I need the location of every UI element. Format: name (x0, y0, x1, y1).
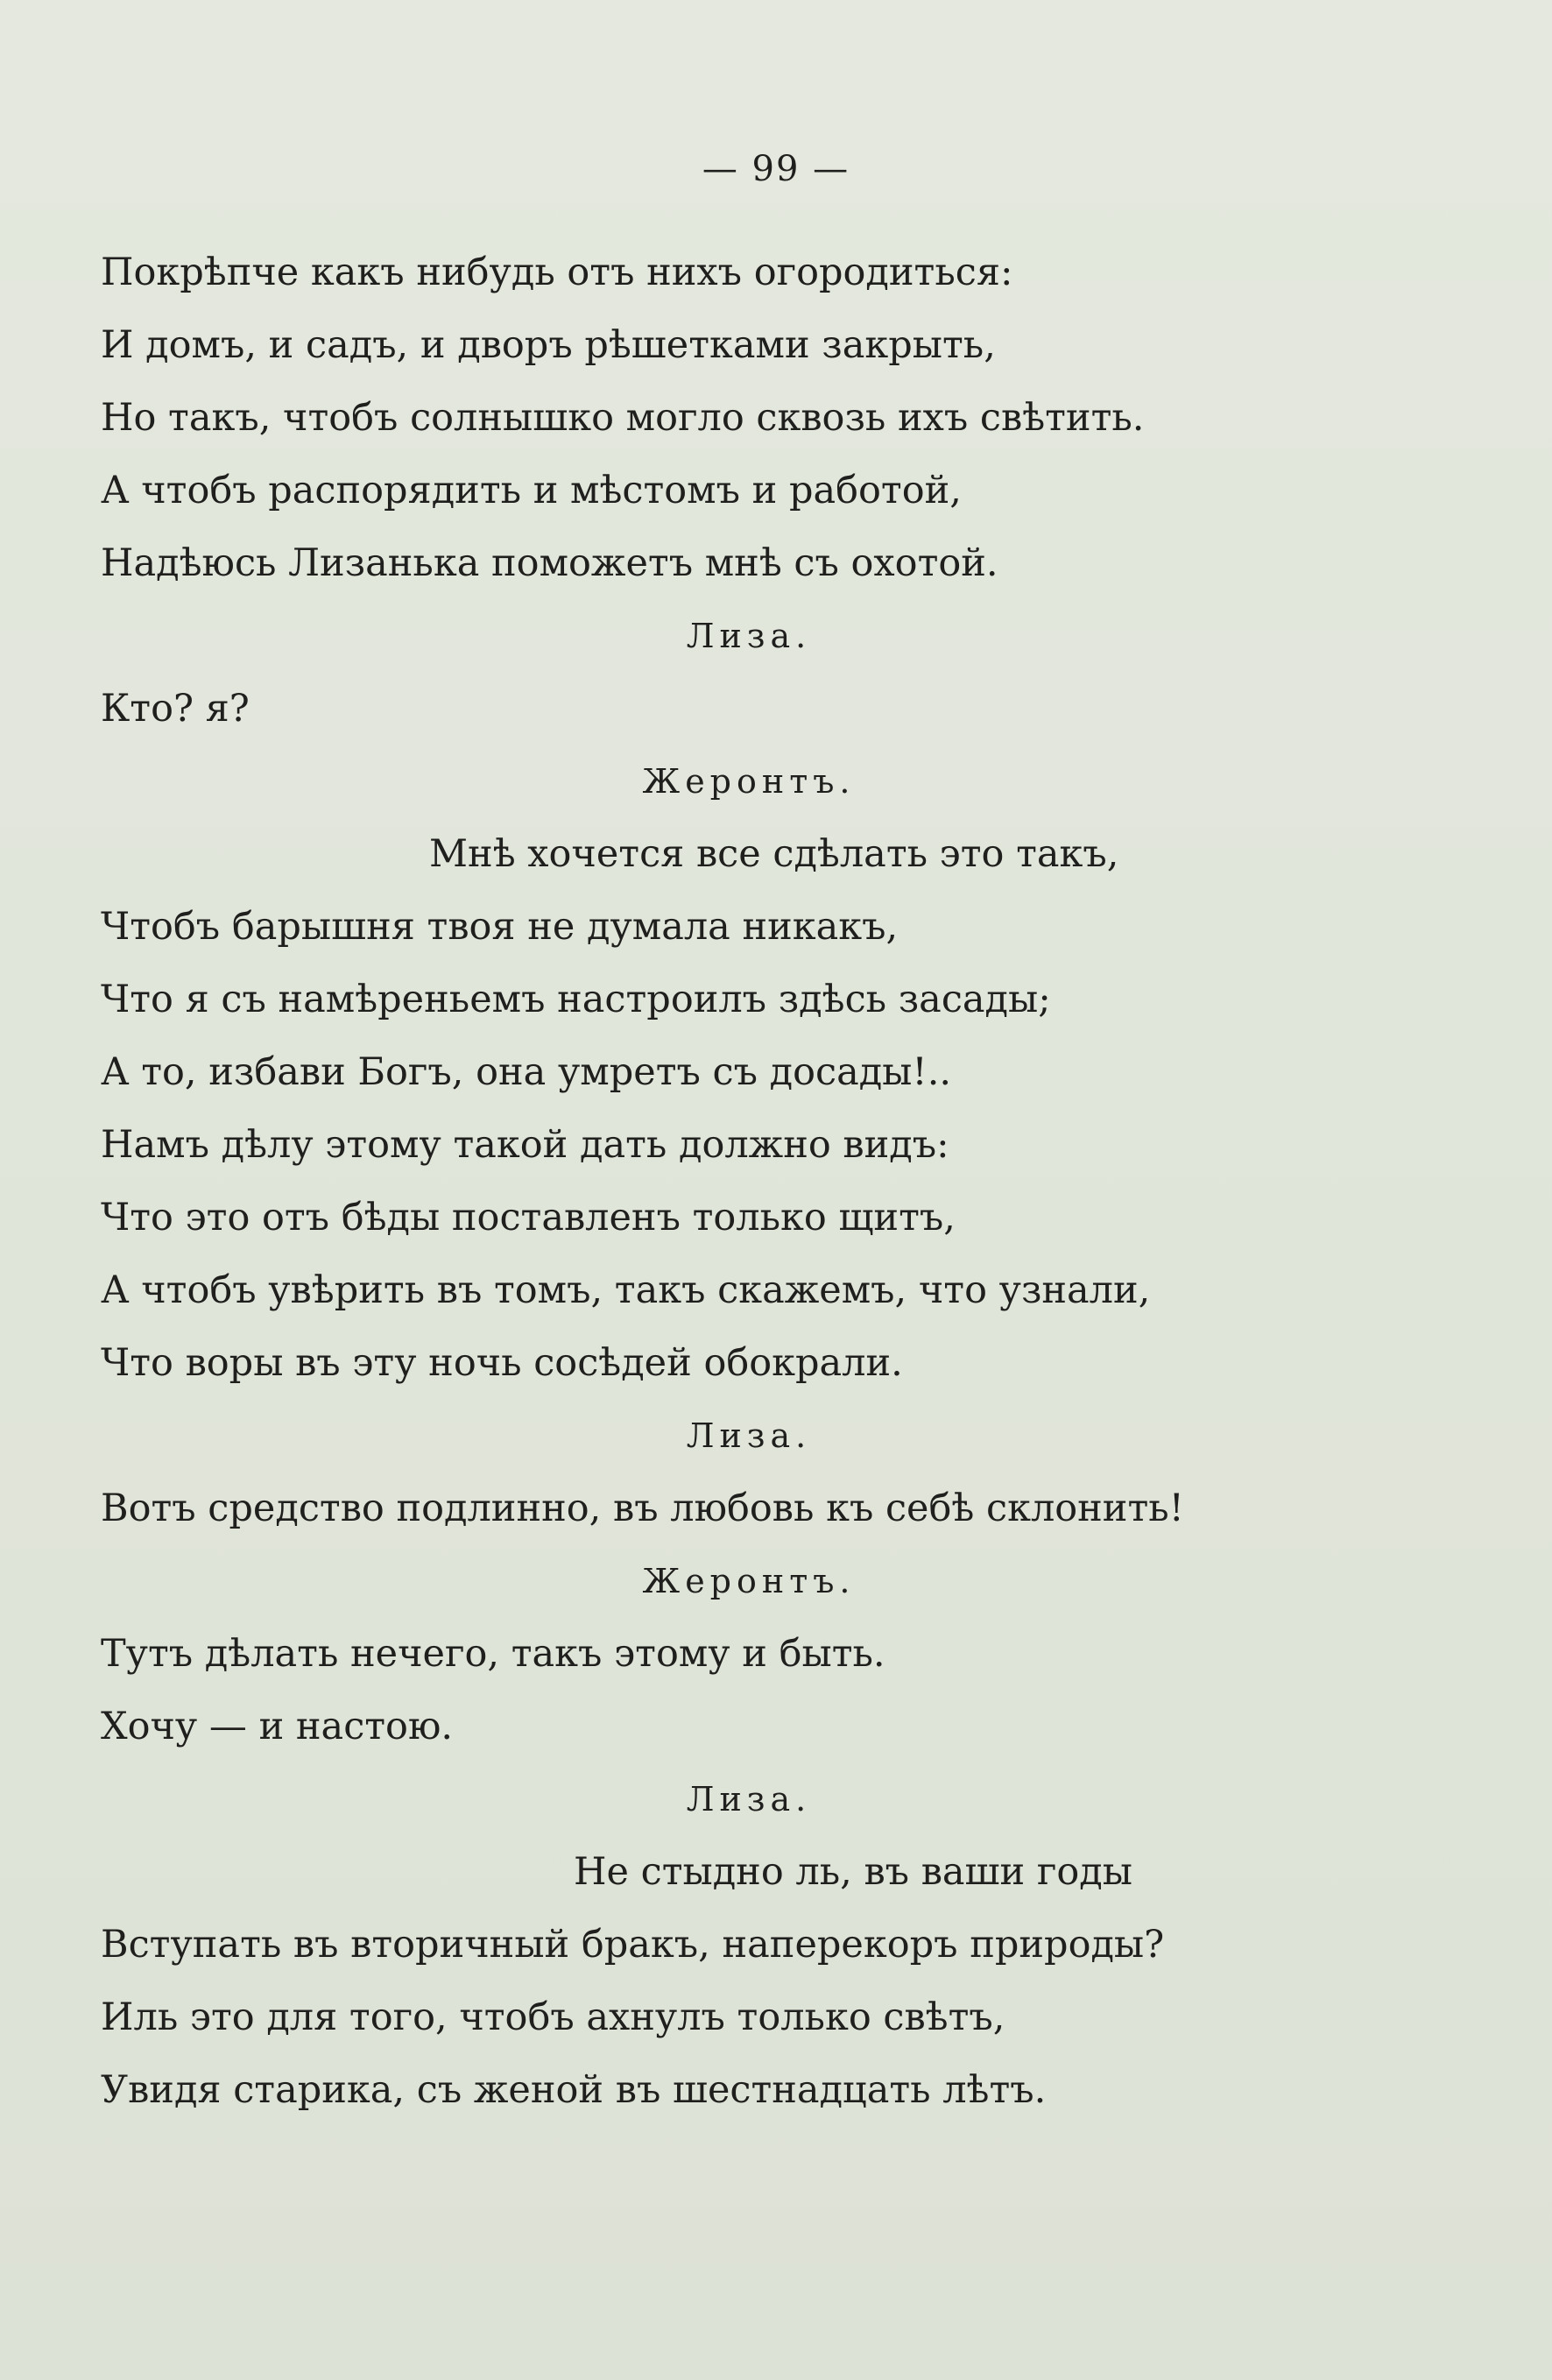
verse-line: Чтобъ барышня твоя не думала никакъ, (101, 905, 899, 949)
verse-line: Что это отъ бѣды поставленъ только щитъ, (101, 1196, 956, 1239)
verse-line: И домъ, и садъ, и дворъ рѣшетками закрыть, (101, 323, 996, 367)
verse-line: Кто? я? (101, 687, 250, 731)
verse-line: Хочу — и настою. (101, 1705, 454, 1748)
verse-line: Покрѣпче какъ нибудь отъ нихъ огородиться: (101, 251, 1013, 294)
verse-line: Иль это для того, чтобъ ахнулъ только свѣтъ, (101, 1995, 1005, 2039)
speaker-name: Жеронтъ. (642, 762, 856, 801)
speaker-name: Лиза. (686, 1780, 812, 1819)
verse-line: Надѣюсь Лизанька поможетъ мнѣ съ охотой. (101, 541, 998, 585)
verse-line: Вотъ средство подлинно, въ любовь къ себѣ склонить! (101, 1487, 1184, 1530)
page-number: — 99 — (702, 149, 850, 189)
verse-line: Вступать въ вторичный бракъ, наперекоръ природы? (101, 1923, 1165, 1967)
verse-line: А то, избави Богъ, она умретъ съ досады!.. (101, 1050, 952, 1094)
verse-line: А чтобъ увѣрить въ томъ, такъ скажемъ, что узнали, (101, 1268, 1151, 1312)
verse-line: Не стыдно ль, въ ваши годы (574, 1850, 1132, 1894)
speaker-name: Лиза. (686, 1416, 812, 1455)
verse-line: Что я съ намѣреньемъ настроилъ здѣсь засады; (101, 978, 1051, 1021)
verse-line: Увидя старика, съ женой въ шестнадцать лѣтъ. (101, 2068, 1047, 2112)
verse-line: Намъ дѣлу этому такой дать должно видъ: (101, 1123, 949, 1167)
speaker-name: Жеронтъ. (642, 1562, 856, 1600)
verse-line: А чтобъ распорядить и мѣстомъ и работой, (101, 469, 962, 512)
verse-line: Но такъ, чтобъ солнышко могло сквозь ихъ свѣтить. (101, 396, 1145, 440)
speaker-name: Лиза. (686, 617, 812, 655)
verse-line: Мнѣ хочется все сдѣлать это такъ, (429, 832, 1119, 876)
verse-text-block (101, 237, 1432, 2127)
verse-line: Тутъ дѣлать нечего, такъ этому и быть. (101, 1632, 885, 1676)
verse-line: Что воры въ эту ночь сосѣдей обокрали. (101, 1341, 903, 1385)
